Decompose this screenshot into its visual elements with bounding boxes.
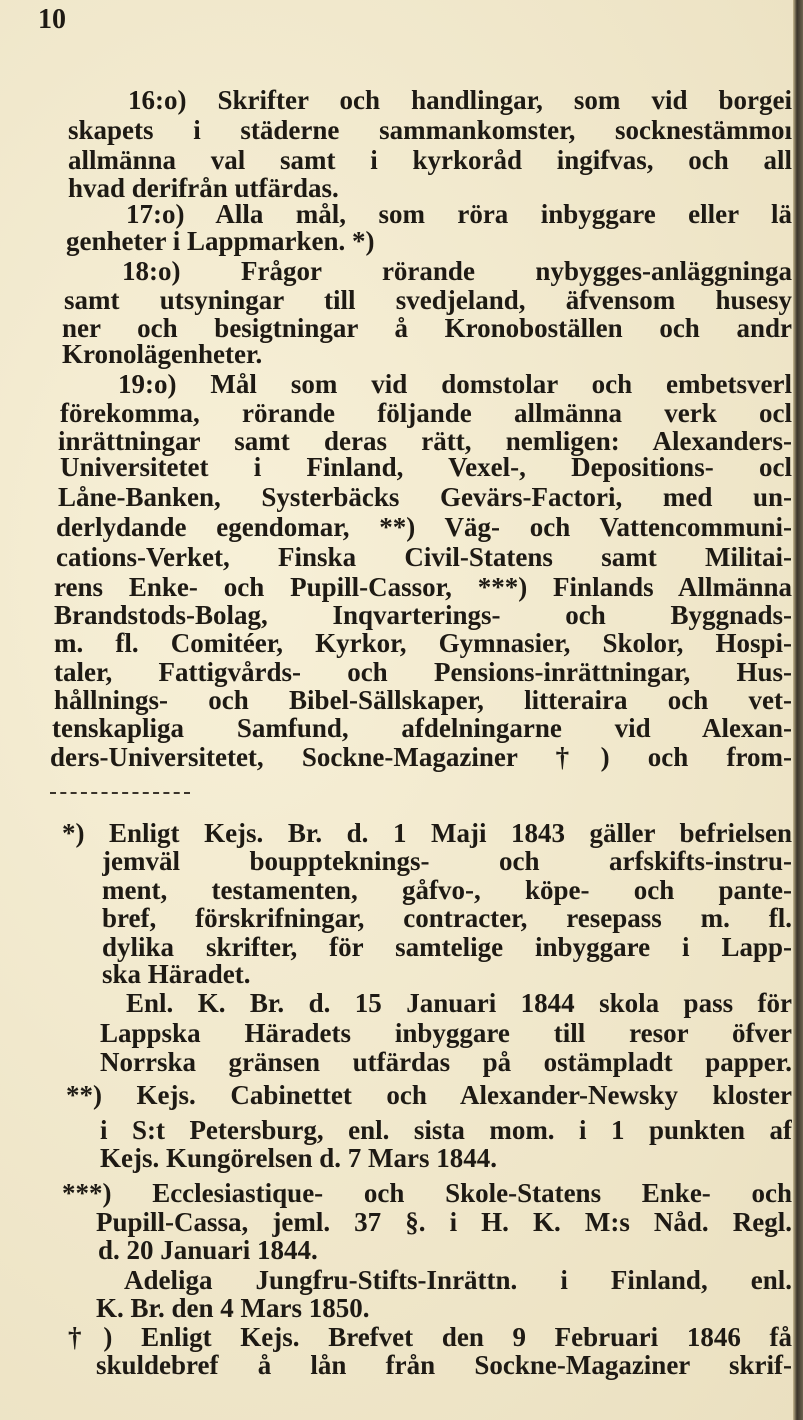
footnote-line: Enl. K. Br. d. 15 Januari 1844 skola pass för bbox=[126, 988, 792, 1018]
footnote-line: †) Enligt Kejs. Brefvet den 9 Februari 1846 få bbox=[68, 1322, 792, 1352]
footnote-line: skuldebref å lån från Sockne-Magaziner skrif- bbox=[96, 1350, 792, 1380]
body-text-line: samt utsyningar till svedjeland, äfvensom husesy bbox=[64, 285, 792, 315]
page-number: 10 bbox=[38, 4, 66, 35]
body-text-line: Brandstods-Bolag, Inqvarterings- och Byggnads- bbox=[54, 600, 792, 630]
footnote-line: d. 20 Januari 1844. bbox=[98, 1235, 318, 1265]
body-text-line: inrättningar samt deras rätt, nemligen: Alexanders- bbox=[58, 426, 792, 456]
footnote-line: K. Br. den 4 Mars 1850. bbox=[96, 1293, 370, 1323]
body-text-line: tenskapliga Samfund, afdelningarne vid Alexan- bbox=[52, 713, 792, 743]
body-text-line: förekomma, rörande följande allmänna verk ocl bbox=[60, 398, 792, 428]
footnote-line: *) Enligt Kejs. Br. d. 1 Maji 1843 gäller befrielsen bbox=[62, 818, 792, 848]
footnote-line: Adeliga Jungfru-Stifts-Inrättn. i Finland, enl. bbox=[124, 1265, 792, 1295]
body-text-line: rens Enke- och Pupill-Cassor, ***) Finlands Allmänna bbox=[54, 572, 792, 602]
footnote-line: bref, förskrifningar, contracter, resepass m. fl. bbox=[102, 903, 792, 933]
body-text-line: 17:o) Alla mål, som röra inbyggare eller lä bbox=[126, 199, 792, 229]
footnote-line: **) Kejs. Cabinettet och Alexander-Newsky kloster bbox=[66, 1080, 792, 1110]
footnote-line: Lappska Häradets inbyggare till resor öfver bbox=[100, 1018, 792, 1048]
body-text-line: skapets i städerne sammankomster, socknestämmoı bbox=[68, 115, 792, 145]
footnote-line: dylika skrifter, för samtelige inbyggare i Lapp- bbox=[102, 932, 792, 962]
footnote-separator bbox=[50, 792, 190, 794]
body-text-line: allmänna val samt i kyrkoråd ingifvas, och all bbox=[68, 145, 792, 175]
footnote-line: ment, testamenten, gåfvo-, köpe- och pante- bbox=[102, 875, 792, 905]
body-text-line: hållnings- och Bibel-Sällskaper, litteraira och vet- bbox=[54, 685, 792, 715]
body-text-line: derlydande egendomar, **) Väg- och Vattencommuni- bbox=[56, 512, 792, 542]
page-edge bbox=[793, 0, 803, 1420]
body-text-line: hvad derifrån utfärdas. bbox=[68, 173, 339, 203]
footnote-line: ska Häradet. bbox=[102, 959, 251, 989]
body-text-line: 18:o) Frågor rörande nybygges-anläggninga bbox=[122, 256, 792, 286]
body-text-line: Kronolägenheter. bbox=[62, 339, 263, 369]
body-text-line: Universitetet i Finland, Vexel-, Depositions- ocl bbox=[60, 452, 792, 482]
body-text-line: taler, Fattigvårds- och Pensions-inrättningar, Hus- bbox=[54, 657, 792, 687]
body-text-line: 16:o) Skrifter och handlingar, som vid borgei bbox=[128, 85, 792, 115]
body-text-line: cations-Verket, Finska Civil-Statens samt Militai- bbox=[56, 542, 792, 572]
body-text-line: ner och besigtningar å Kronoboställen och andr bbox=[62, 313, 792, 343]
footnote-line: Norrska gränsen utfärdas på ostämpladt papper. bbox=[100, 1047, 792, 1077]
body-text-line: ders-Universitetet, Sockne-Magaziner †) och from- bbox=[50, 742, 792, 772]
body-text-line: Låne-Banken, Systerbäcks Gevärs-Factori, med un- bbox=[58, 482, 792, 512]
footnote-line: i S:t Petersburg, enl. sista mom. i 1 punkten af bbox=[100, 1115, 792, 1145]
body-text-line: m. fl. Comitéer, Kyrkor, Gymnasier, Skolor, Hospi- bbox=[54, 628, 792, 658]
footnote-line: Kejs. Kungörelsen d. 7 Mars 1844. bbox=[100, 1143, 497, 1173]
footnote-line: jemväl bouppteknings- och arfskifts-instru- bbox=[102, 846, 792, 876]
footnote-line: Pupill-Cassa, jeml. 37 §. i H. K. M:s Nåd. Regl. bbox=[96, 1207, 792, 1237]
footnote-line: ***) Ecclesiastique- och Skole-Statens Enke- och bbox=[62, 1178, 792, 1208]
body-text-line: 19:o) Mål som vid domstolar och embetsverl bbox=[118, 369, 792, 399]
body-text-line: genheter i Lappmarken. *) bbox=[66, 226, 375, 256]
